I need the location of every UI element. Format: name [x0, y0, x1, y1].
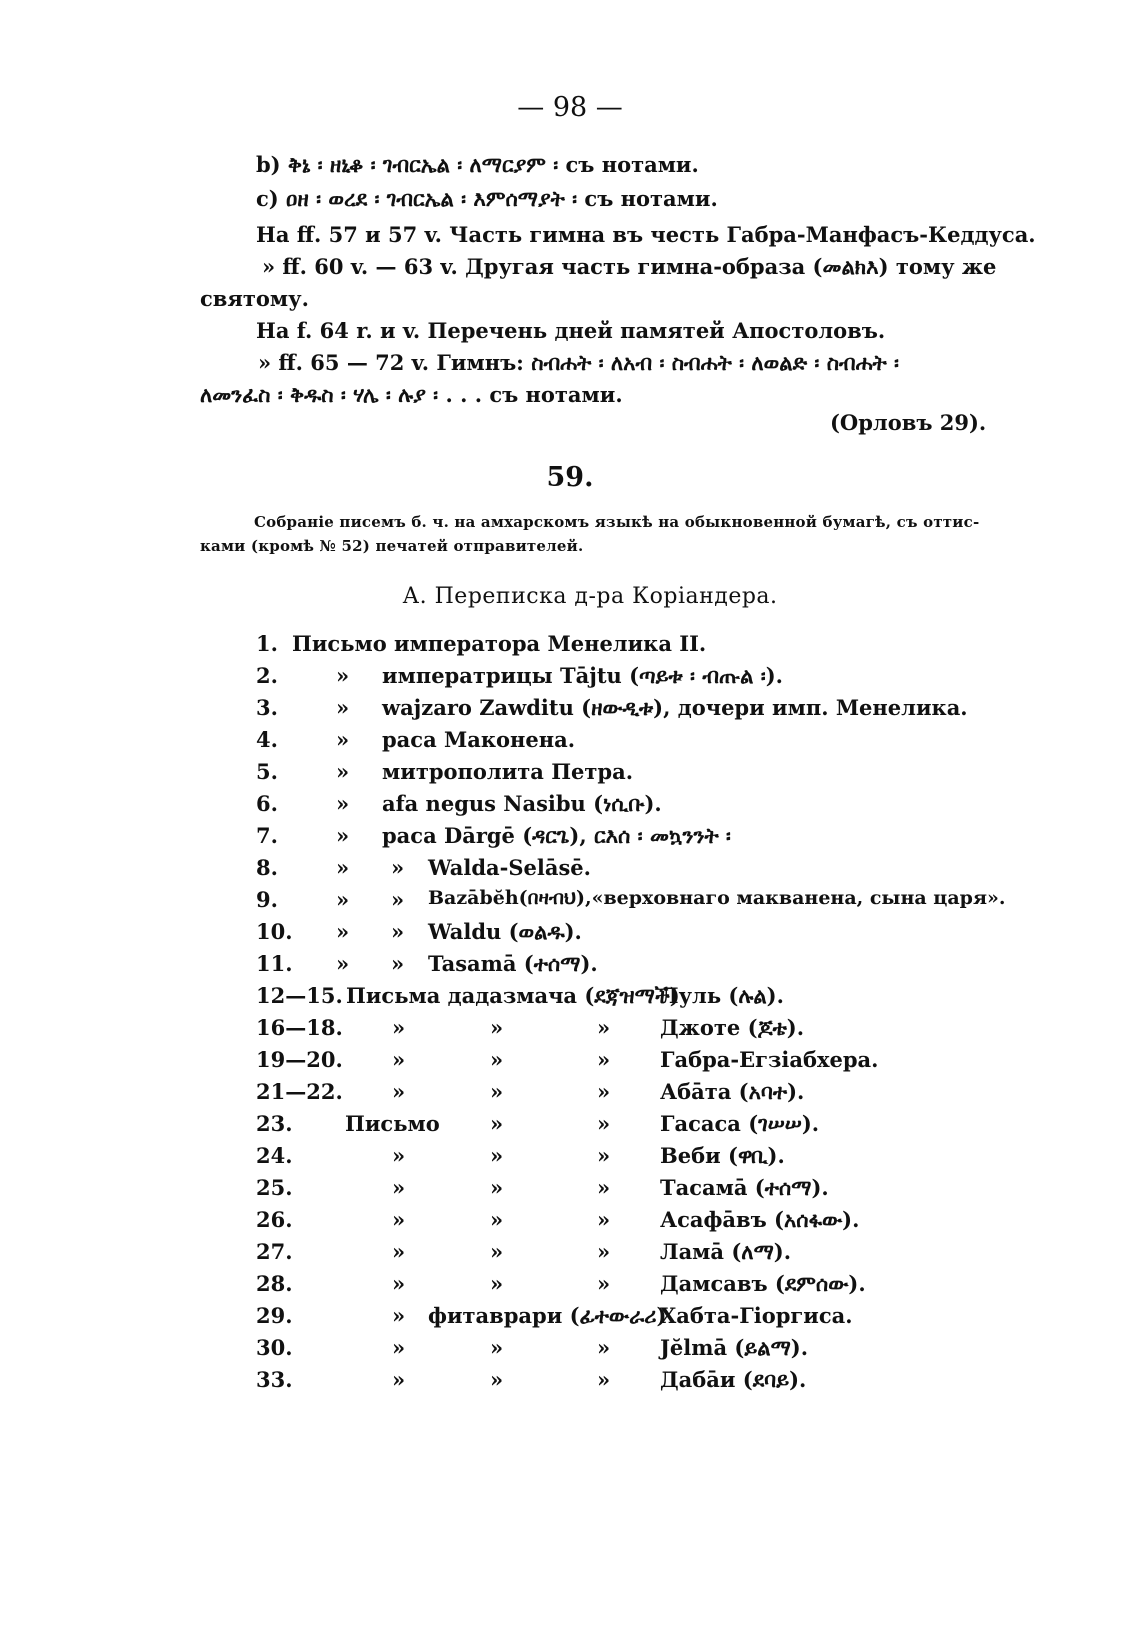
ditto-mark: »	[392, 1175, 406, 1200]
entry-text: Walda-Selāsē.	[428, 855, 591, 880]
ditto-mark: »	[392, 1239, 406, 1264]
entry-text: Письма дадазмача (ደጃዝማች)	[346, 983, 680, 1008]
entry-name: Веби (ዋቢ).	[660, 1143, 785, 1168]
ditto-mark: »	[392, 1335, 406, 1360]
ditto-mark: »	[336, 919, 350, 944]
ditto-mark: »	[490, 1079, 504, 1104]
text-line: ለመንፈስ ፡ ቅዱስ ፡ ሃሌ ፡ ሉያ ፡ . . . съ нотами.	[200, 382, 623, 407]
entry-number: 9.	[256, 887, 278, 912]
text-line: святому.	[200, 286, 309, 311]
ditto-mark: »	[336, 887, 350, 912]
ditto-mark: »	[336, 759, 350, 784]
ditto-mark: »	[336, 663, 350, 688]
entry-number: 5.	[256, 759, 278, 784]
ditto-mark: »	[597, 1367, 611, 1392]
ditto-mark: »	[490, 1367, 504, 1392]
ditto-mark: »	[392, 1047, 406, 1072]
entry-name: Луль (ሉል).	[660, 983, 784, 1008]
entry-number: 11.	[256, 951, 293, 976]
entry-name: Джоте (ጆቴ).	[660, 1015, 805, 1040]
entry-name: Габра-Егзіабхера.	[660, 1047, 879, 1072]
ditto-mark: »	[597, 1015, 611, 1040]
description-line: Собраніе писемъ б. ч. на амхарскомъ языкѣ на обыкновенной бумагѣ, съ оттис-	[254, 513, 980, 531]
entry-text: Bazābĕh(በዛብህ),«верховнаго макванена, сына царя».	[428, 887, 1006, 909]
entry-text: wajzaro Zawditu (ዘውዲቱ), дочери имп. Менелика.	[382, 695, 968, 720]
entry-number: 3.	[256, 695, 278, 720]
entry-number: 19—20.	[256, 1047, 343, 1072]
entry-name: Дамсавъ (ደምሰው).	[660, 1271, 866, 1296]
ditto-mark: »	[597, 1335, 611, 1360]
entry-text: Письмо	[345, 1111, 440, 1136]
ditto-mark: »	[336, 727, 350, 752]
citation: (Орловъ 29).	[830, 410, 987, 435]
ditto-mark: »	[391, 951, 405, 976]
entry-text: раса Dārgē (ዳርጌ), ርእሰ ፡ መኳንንት ፡	[382, 823, 731, 848]
entry-number: 12—15.	[256, 983, 343, 1008]
subheading: А. Переписка д-ра Коріандера.	[402, 584, 778, 609]
text-line: c) ዐዘ ፡ ወረደ ፡ ገብርኤል ፡ እምሰማያት ፡ съ нотами.	[256, 186, 718, 211]
ditto-mark: »	[597, 1239, 611, 1264]
ditto-mark: »	[490, 1047, 504, 1072]
ditto-mark: »	[336, 695, 350, 720]
entry-name: Дабāи (ደባይ).	[660, 1367, 807, 1392]
ditto-mark: »	[391, 855, 405, 880]
ditto-mark: »	[391, 919, 405, 944]
text-line: » ff. 65 — 72 v. Гимнъ: ስብሐት ፡ ለአብ ፡ ስብሐት ፡ ለወልድ ፡ ስብሐት ፡	[258, 350, 900, 375]
entry-number: 25.	[256, 1175, 293, 1200]
entry-name: Гасаса (ገሠሠ).	[660, 1111, 820, 1136]
entry-text: фитаврари (ፊተውራሪ)	[428, 1303, 667, 1328]
ditto-mark: »	[490, 1143, 504, 1168]
ditto-mark: »	[336, 791, 350, 816]
entry-text: императрицы Tājtu (ጣይቱ ፡ ብጡል ፡).	[382, 663, 783, 688]
entry-number: 29.	[256, 1303, 293, 1328]
ditto-mark: »	[490, 1015, 504, 1040]
entry-number: 26.	[256, 1207, 293, 1232]
entry-text: Письмо императора Менелика II.	[292, 631, 707, 656]
ditto-mark: »	[490, 1271, 504, 1296]
description-line: ками (кромѣ № 52) печатей отправителей.	[200, 537, 584, 555]
ditto-mark: »	[597, 1079, 611, 1104]
entry-number: 6.	[256, 791, 278, 816]
entry-number: 28.	[256, 1271, 293, 1296]
entry-text: Tasamā (ተሰማ).	[428, 951, 598, 976]
ditto-mark: »	[490, 1239, 504, 1264]
entry-number: 10.	[256, 919, 293, 944]
entry-text: раса Маконена.	[382, 727, 576, 752]
ditto-mark: »	[392, 1015, 406, 1040]
ditto-mark: »	[490, 1335, 504, 1360]
section-number: 59.	[546, 462, 594, 493]
ditto-mark: »	[336, 951, 350, 976]
entry-number: 2.	[256, 663, 278, 688]
ditto-mark: »	[490, 1207, 504, 1232]
entry-name: Ламā (ለማ).	[660, 1239, 792, 1264]
ditto-mark: »	[336, 855, 350, 880]
ditto-mark: »	[392, 1367, 406, 1392]
entry-number: 16—18.	[256, 1015, 343, 1040]
entry-number: 27.	[256, 1239, 293, 1264]
entry-text: митрополита Петра.	[382, 759, 634, 784]
text-line: b) ቅኔ ፡ ዘኒቆ ፡ ገብርኤል ፡ ለማርያም ፡ съ нотами.	[256, 152, 699, 177]
entry-name: Тасамā (ተሰማ).	[660, 1175, 829, 1200]
entry-number: 4.	[256, 727, 278, 752]
ditto-mark: »	[392, 1079, 406, 1104]
ditto-mark: »	[597, 1111, 611, 1136]
entry-name: Абāта (አባተ).	[660, 1079, 805, 1104]
entry-number: 23.	[256, 1111, 293, 1136]
entry-name: Хабта-Гіоргиса.	[660, 1303, 853, 1328]
text-line: На f. 64 r. и v. Перечень дней памятей Апостоловъ.	[256, 318, 886, 343]
ditto-mark: »	[597, 1175, 611, 1200]
ditto-mark: »	[597, 1143, 611, 1168]
ditto-mark: »	[392, 1271, 406, 1296]
entry-number: 1.	[256, 631, 278, 656]
ditto-mark: »	[392, 1207, 406, 1232]
ditto-mark: »	[392, 1303, 406, 1328]
page-number: — 98 —	[517, 92, 623, 123]
entry-name: Jĕlmā (ይልማ).	[660, 1335, 809, 1360]
entry-number: 7.	[256, 823, 278, 848]
ditto-mark: »	[490, 1175, 504, 1200]
ditto-mark: »	[336, 823, 350, 848]
ditto-mark: »	[391, 887, 405, 912]
ditto-mark: »	[490, 1111, 504, 1136]
entry-number: 30.	[256, 1335, 293, 1360]
entry-text: afa negus Nasibu (ነሲቡ).	[382, 791, 662, 816]
entry-number: 33.	[256, 1367, 293, 1392]
ditto-mark: »	[392, 1143, 406, 1168]
ditto-mark: »	[597, 1271, 611, 1296]
entry-number: 8.	[256, 855, 278, 880]
text-line: » ff. 60 v. — 63 v. Другая часть гимна-образа (መልክእ) тому же	[262, 254, 997, 279]
text-line: На ff. 57 и 57 v. Часть гимна въ честь Габра-Манфасъ-Кеддуса.	[256, 222, 1036, 247]
entry-number: 24.	[256, 1143, 293, 1168]
ditto-mark: »	[597, 1207, 611, 1232]
entry-name: Асафāвъ (አሰፋው).	[660, 1207, 860, 1232]
entry-text: Waldu (ወልዱ).	[428, 919, 582, 944]
entry-number: 21—22.	[256, 1079, 343, 1104]
ditto-mark: »	[597, 1047, 611, 1072]
